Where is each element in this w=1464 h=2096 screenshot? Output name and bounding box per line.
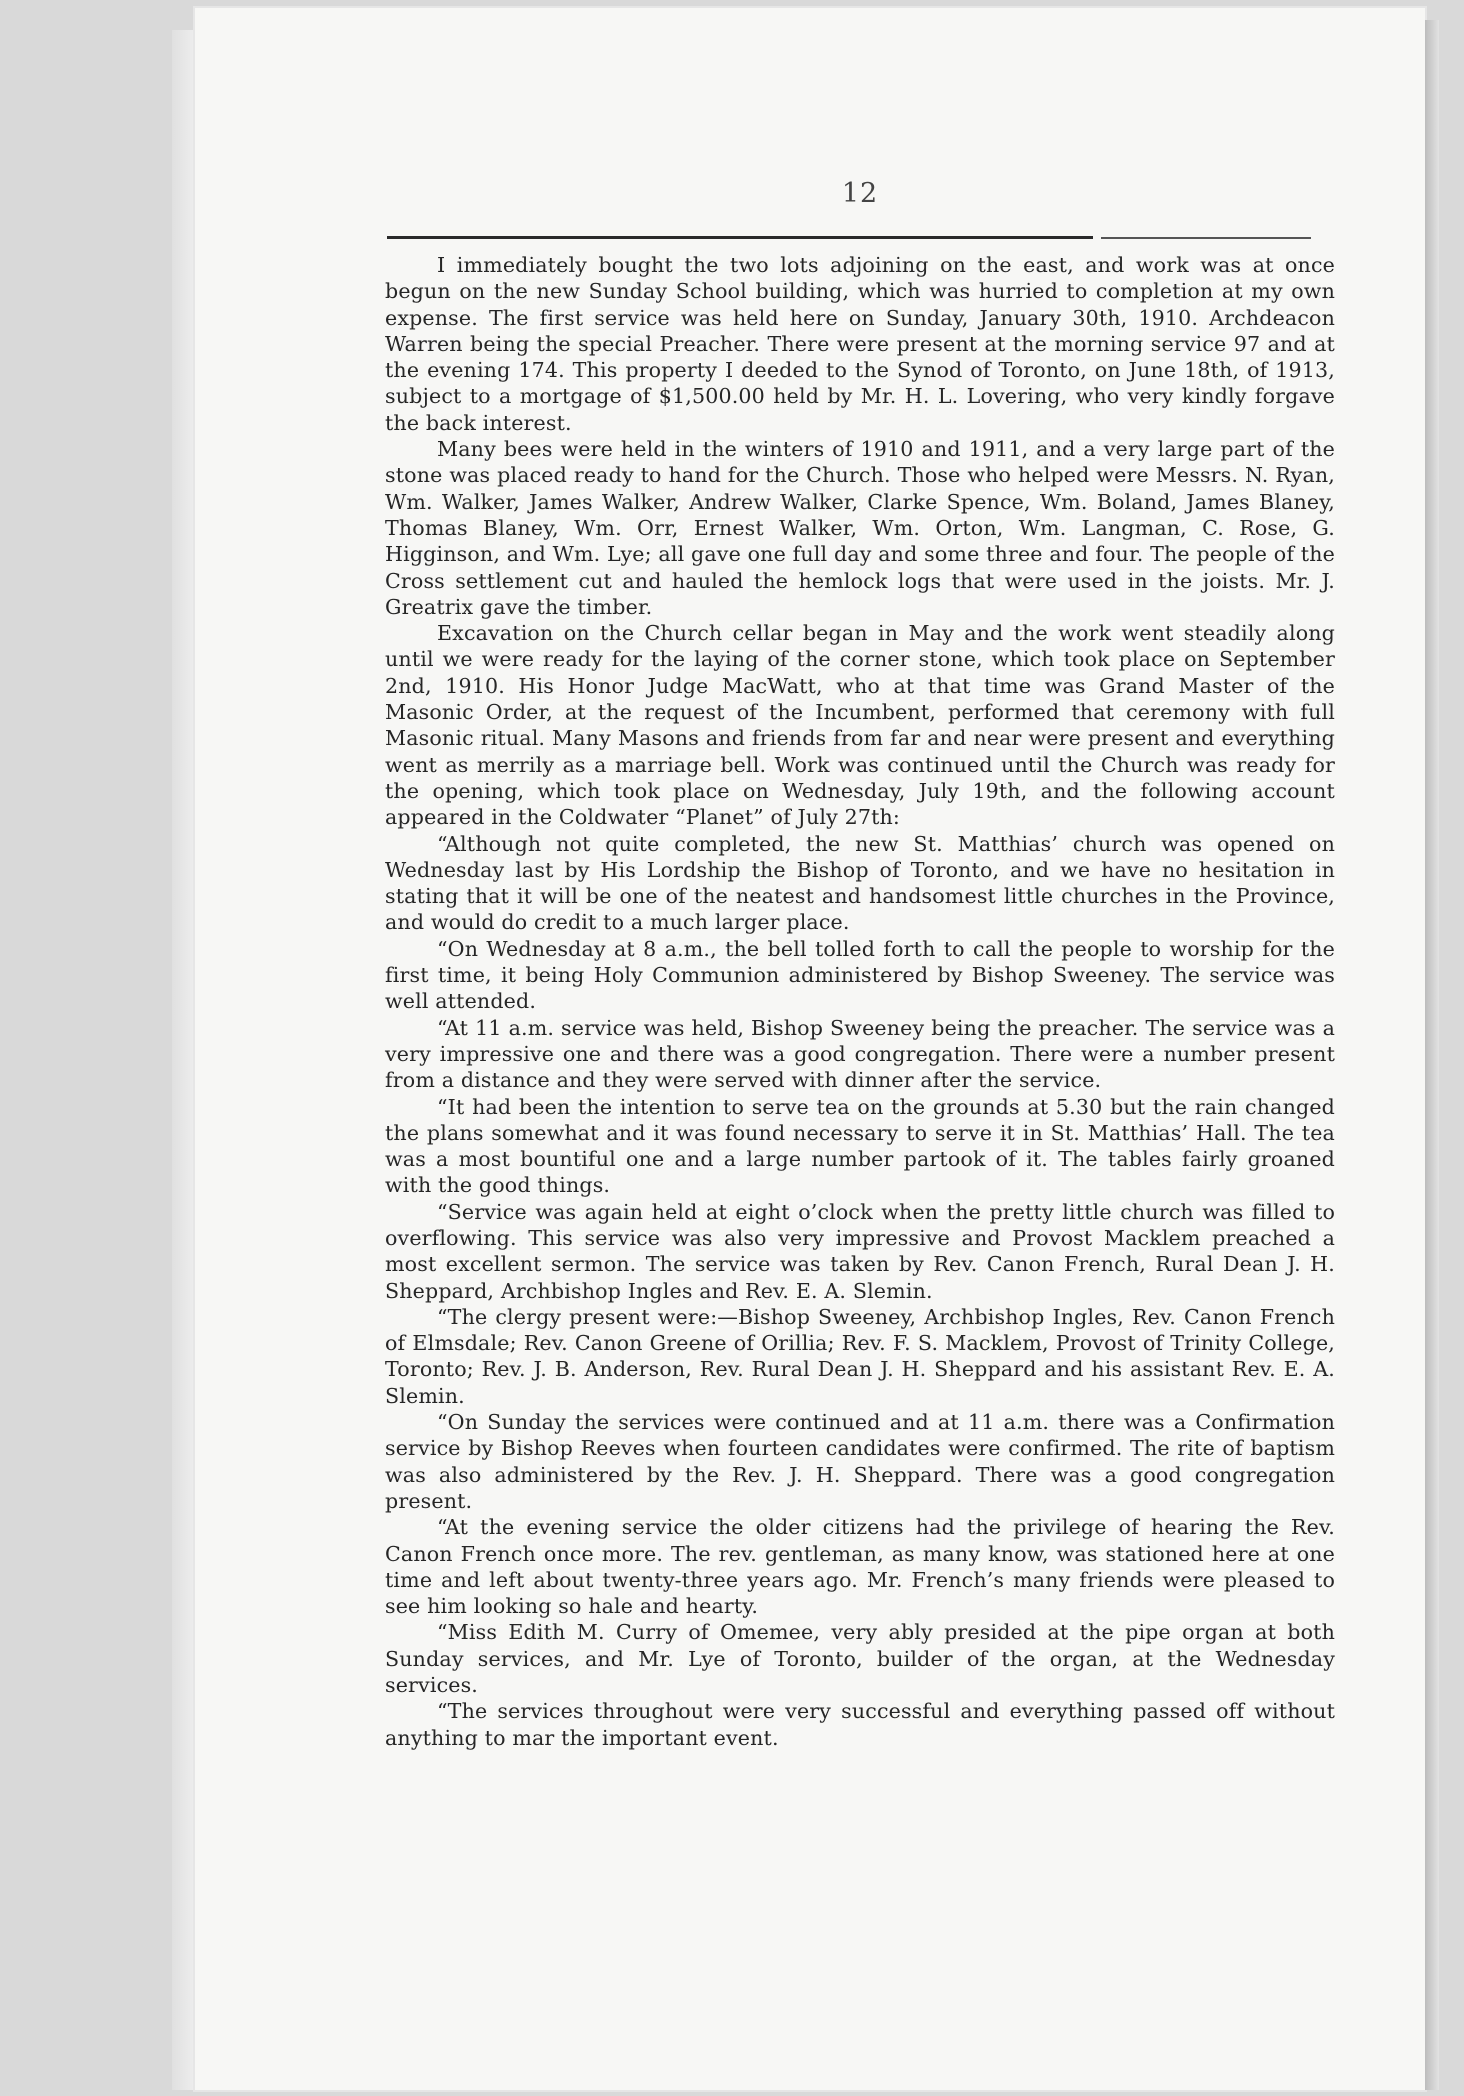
- scanned-page: [195, 8, 1425, 2090]
- page-left-edge: [172, 30, 196, 2090]
- paragraph: “Miss Edith M. Curry of Omemee, very ably presided at the pipe organ at both Sunday services, and Mr. Lye of Toronto, builder of the organ, at the Wednesday services.: [385, 1620, 1335, 1698]
- paragraph: “The services throughout were very successful and everything passed off without anything to mar the important event.: [385, 1699, 1335, 1750]
- paragraph: “At 11 a.m. service was held, Bishop Sweeney being the preacher. The service was a very impressive one and there was a good congregation. There were a number present from a distance and they were served with dinner after the service.: [385, 1015, 1335, 1093]
- paragraph: “At the evening service the older citizens had the privilege of hearing the Rev. Canon French once more. The rev. gentleman, as many know, was stationed here at one time and left about twenty-three years ago. Mr. French’s many friends were pleased to see him looking so hale and hearty.: [385, 1515, 1335, 1619]
- body-text: [385, 252, 1335, 1751]
- header-rule-short: [1101, 237, 1311, 239]
- paragraph: Many bees were held in the winters of 1910 and 1911, and a very large part of the stone was placed ready to hand for the Church. Those who helped were Messrs. N. Ryan, Wm. Walker, James Walker, Andrew Walker, Clarke Spence, Wm. Boland, James Blaney, Thomas Blaney, Wm. Orr, Ernest Walker, Wm. Orton, Wm. Langman, C. Rose, G. Higginson, and Wm. Lye; all gave one full day and some three and four. The people of the Cross settlement cut and hauled the hemlock logs that were used in the joists. Mr. J. Greatrix gave the timber.: [385, 437, 1335, 619]
- paragraph: “It had been the intention to serve tea on the grounds at 5.30 but the rain changed the plans somewhat and it was found necessary to serve it in St. Matthias’ Hall. The tea was a most bountiful one and a large number partook of it. The tables fairly groaned with the good things.: [385, 1094, 1335, 1198]
- paragraph: “Service was again held at eight o’clock when the pretty little church was filled to overflowing. This service was also very impressive and Provost Macklem preached a most excellent sermon. The service was taken by Rev. Canon French, Rural Dean J. H. Sheppard, Archbishop Ingles and Rev. E. A. Slemin.: [385, 1199, 1335, 1303]
- paragraph: “Although not quite completed, the new St. Matthias’ church was opened on Wednesday last by His Lordship the Bishop of Toronto, and we have no hesitation in stating that it will be one of the neatest and handsomest little churches in the Province, and would do credit to a much larger place.: [385, 831, 1335, 935]
- paragraph: I immediately bought the two lots adjoining on the east, and work was at once begun on the new Sunday School building, which was hurried to completion at my own expense. The first service was held here on Sunday, January 30th, 1910. Archdeacon Warren being the special Preacher. There were present at the morning service 97 and at the evening 174. This property I deeded to the Synod of Toronto, on June 18th, of 1913, subject to a mortgage of $1,500.00 held by Mr. H. L. Lovering, who very kindly forgave the back interest.: [385, 253, 1335, 435]
- paragraph: “On Wednesday at 8 a.m., the bell tolled forth to call the people to worship for the first time, it being Holy Communion administered by Bishop Sweeney. The service was well attended.: [385, 936, 1335, 1014]
- paragraph: Excavation on the Church cellar began in May and the work went steadily along until we were ready for the laying of the corner stone, which took place on September 2nd, 1910. His Honor Judge MacWatt, who at that time was Grand Master of the Masonic Order, at the request of the Incumbent, performed that ceremony with full Masonic ritual. Many Masons and friends from far and near were present and everything went as merrily as a marriage bell. Work was continued until the Church was ready for the opening, which took place on Wednesday, July 19th, and the following account appeared in the Coldwater “Planet” of July 27th:: [385, 621, 1335, 830]
- paragraph: “The clergy present were:—Bishop Sweeney, Archbishop Ingles, Rev. Canon French of Elmsdale; Rev. Canon Greene of Orillia; Rev. F. S. Macklem, Provost of Trinity College, Toronto; Rev. J. B. Anderson, Rev. Rural Dean J. H. Sheppard and his assistant Rev. E. A. Slemin.: [385, 1304, 1335, 1408]
- page-right-edge: [1425, 20, 1439, 2090]
- header-rule: [387, 236, 1093, 239]
- page-number: 12: [841, 178, 879, 209]
- paragraph: “On Sunday the services were continued and at 11 a.m. there was a Confirmation service by Bishop Reeves when fourteen candidates were confirmed. The rite of baptism was also administered by the Rev. J. H. Sheppard. There was a good congregation present.: [385, 1410, 1335, 1513]
